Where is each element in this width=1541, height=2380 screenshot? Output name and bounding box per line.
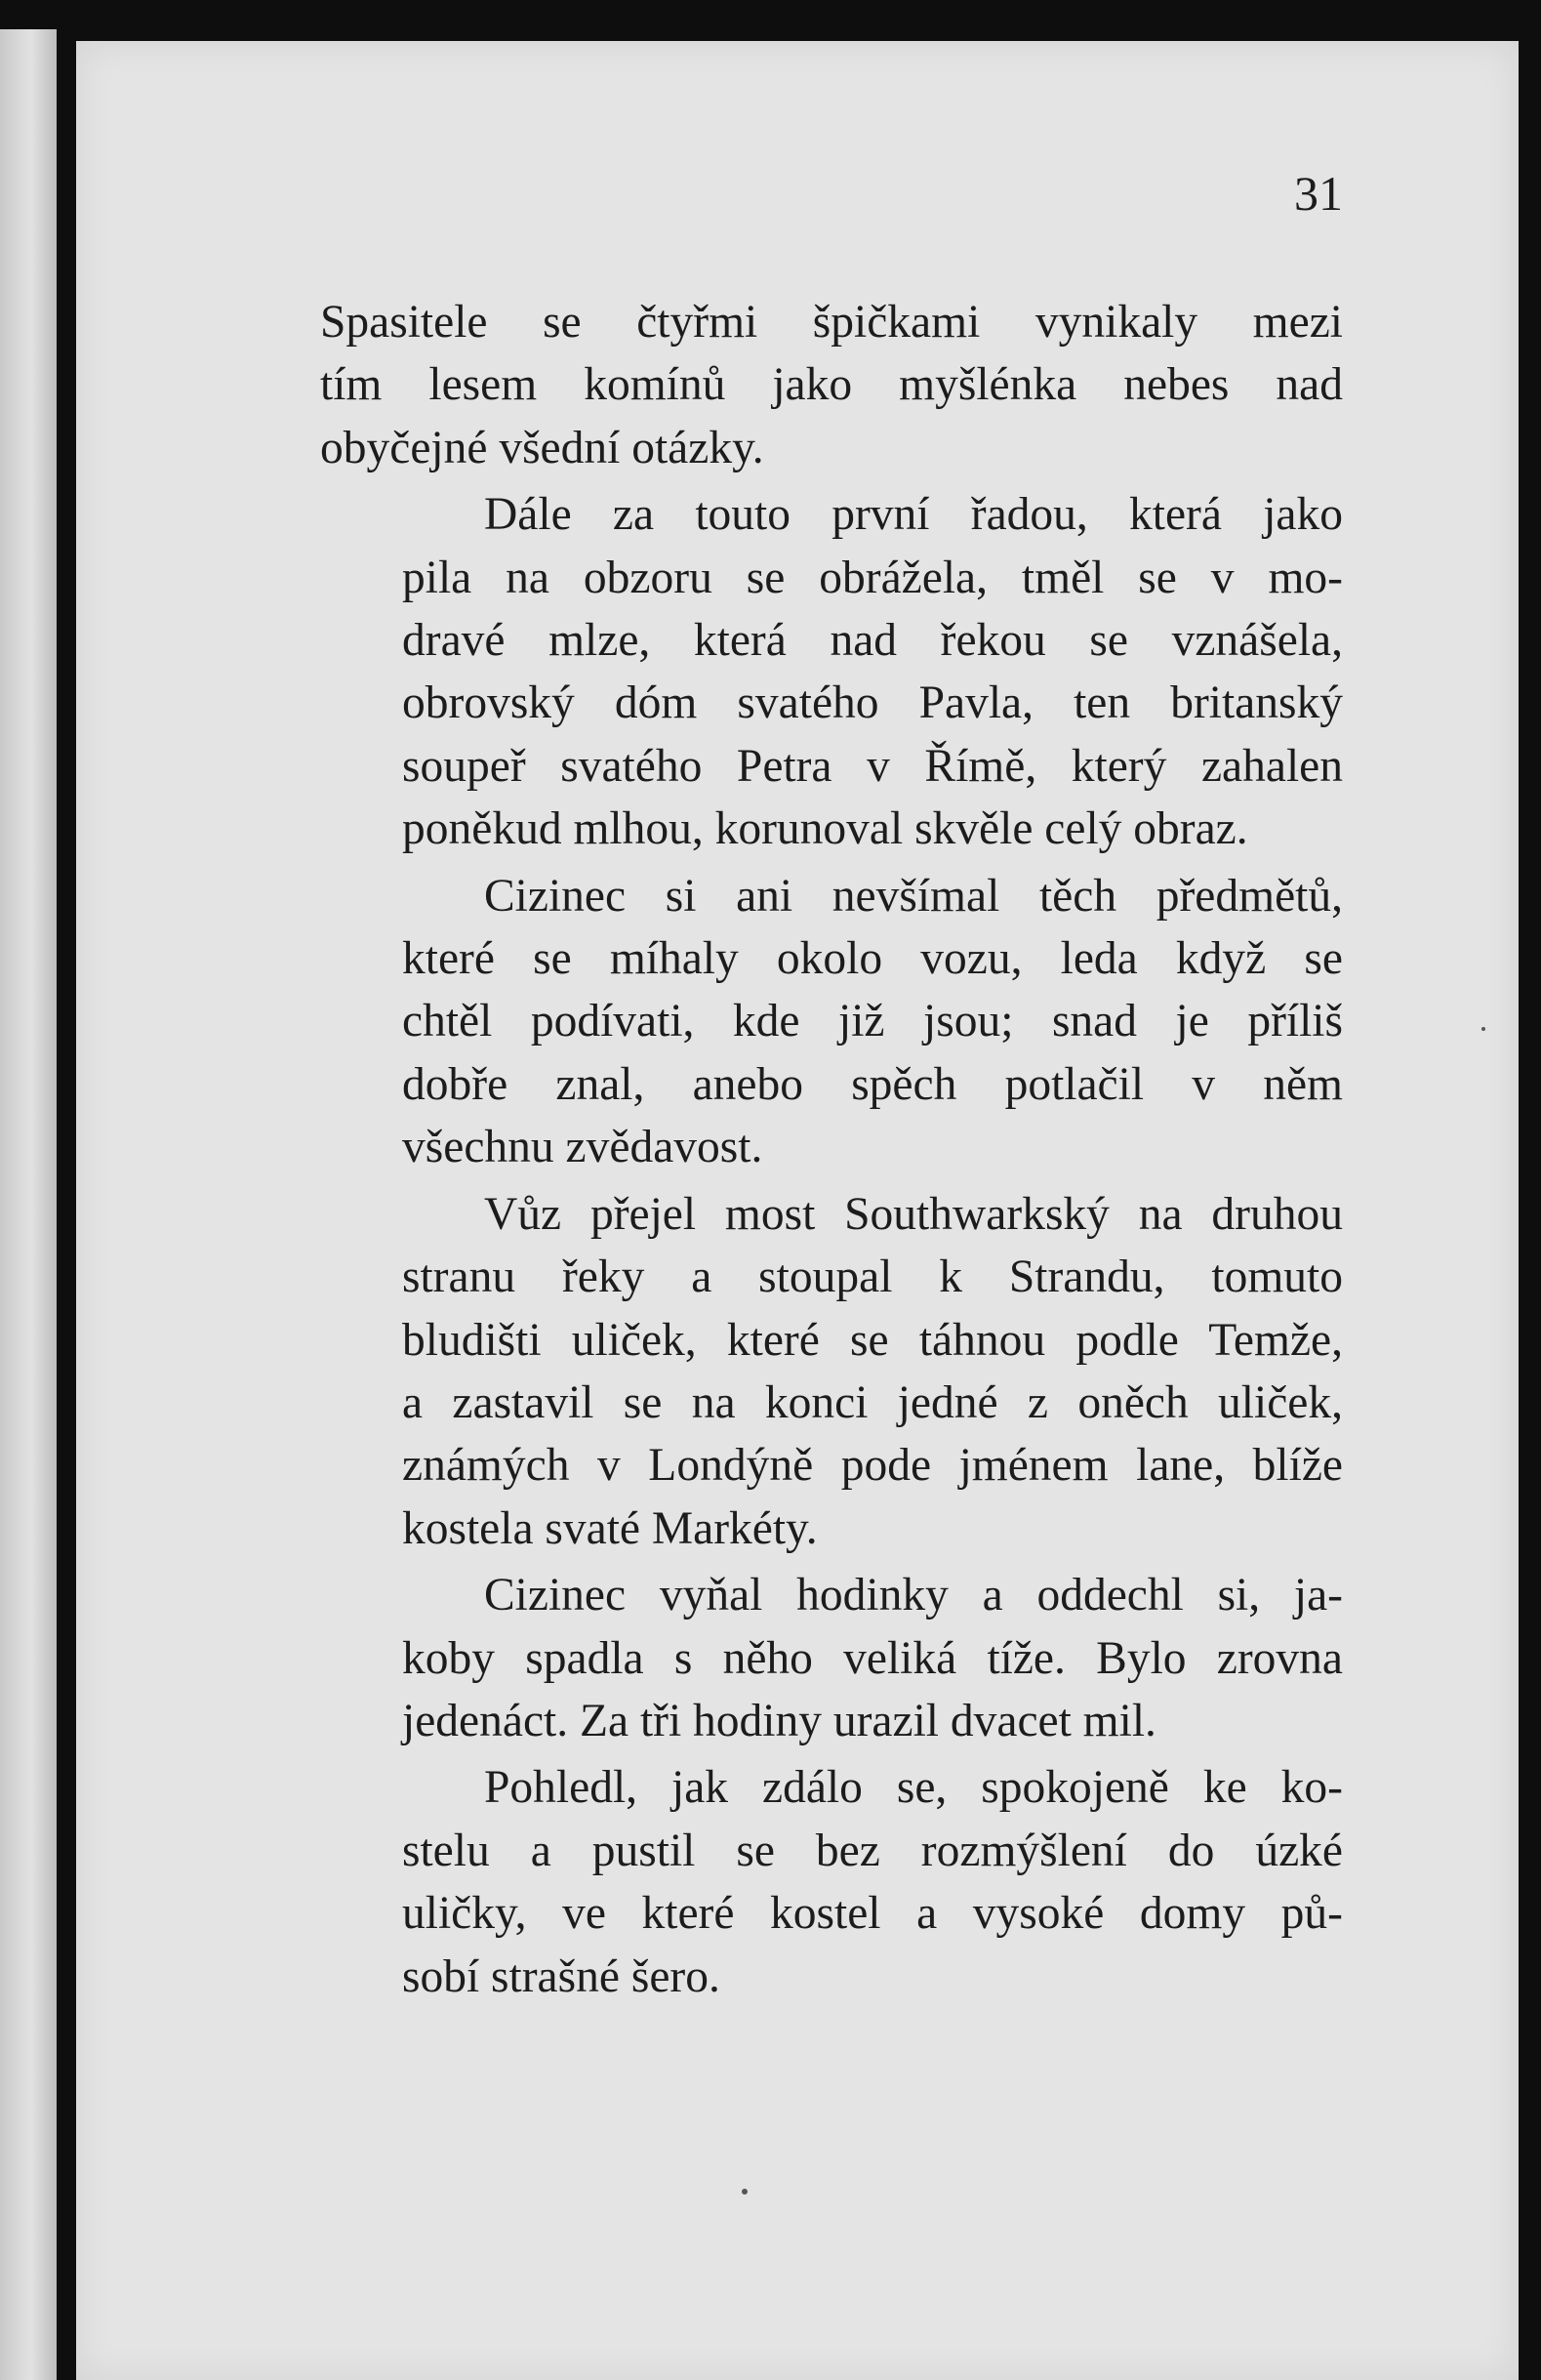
text-line: sobí strašné šero. [402,1950,720,2002]
text-line: známých v Londýně pode jménem lane, blíže [402,1440,1343,1492]
text-line: Cizinec vyňal hodinky a oddechl si, ja- [484,1570,1343,1621]
text-line: kostela svaté Markéty. [402,1502,818,1554]
paragraph [320,1183,1343,1560]
paragraph [320,865,1343,1179]
paragraph [320,1756,1343,2008]
paragraph [320,483,1343,860]
previous-page-edge [0,29,57,2380]
paragraph [320,1564,1343,1752]
paragraph [320,291,1343,479]
text-line: stranu řeky a stoupal k Strandu, tomuto [402,1252,1343,1303]
print-speck [1481,1027,1485,1031]
text-line: Spasitele se čtyřmi špičkami vynikaly mezi [320,297,1343,348]
page-number: 31 [1294,166,1343,221]
text-line: Pohledl, jak zdálo se, spokojeně ke ko- [484,1762,1343,1814]
text-line: koby spadla s něho veliká tíže. Bylo zrovna [402,1632,1343,1684]
body-text [320,291,1343,2012]
text-line: bludišti uliček, které se táhnou podle Temže, [402,1314,1343,1366]
text-line: a zastavil se na konci jedné z oněch uliček, [402,1376,1343,1428]
text-line: dobře znal, anebo spěch potlačil v něm [402,1058,1343,1110]
text-line: Vůz přejel most Southwarkský na druhou [484,1188,1343,1240]
text-line: stelu a pustil se bez rozmýšlení do úzké [402,1825,1343,1876]
print-speck [742,2189,748,2195]
text-line: tím lesem komínů jako myšlénka nebes nad [320,359,1343,411]
text-line: Dále za touto první řadou, která jako [484,489,1343,541]
text-line: které se míhaly okolo vozu, leda když se [402,933,1343,985]
text-line: chtěl podívati, kde již jsou; snad je příliš [402,996,1343,1047]
text-line: všechnu zvědavost. [402,1122,763,1173]
text-line: obrovský dóm svatého Pavla, ten britanský [402,677,1343,729]
text-line: jedenáct. Za tři hodiny urazil dvacet mil. [402,1695,1156,1746]
text-line: poněkud mlhou, korunoval skvěle celý obraz. [402,803,1248,855]
text-line: soupeř svatého Petra v Římě, který zahalen [402,740,1343,792]
text-line: dravé mlze, která nad řekou se vznášela, [402,615,1343,667]
text-line: Cizinec si ani nevšímal těch předmětů, [484,870,1343,922]
text-line: pila na obzoru se obrážela, tměl se v mo- [402,552,1343,603]
page [76,41,1519,2380]
text-line: uličky, ve které kostel a vysoké domy pů- [402,1888,1343,1940]
text-line: obyčejné všední otázky. [320,422,764,473]
